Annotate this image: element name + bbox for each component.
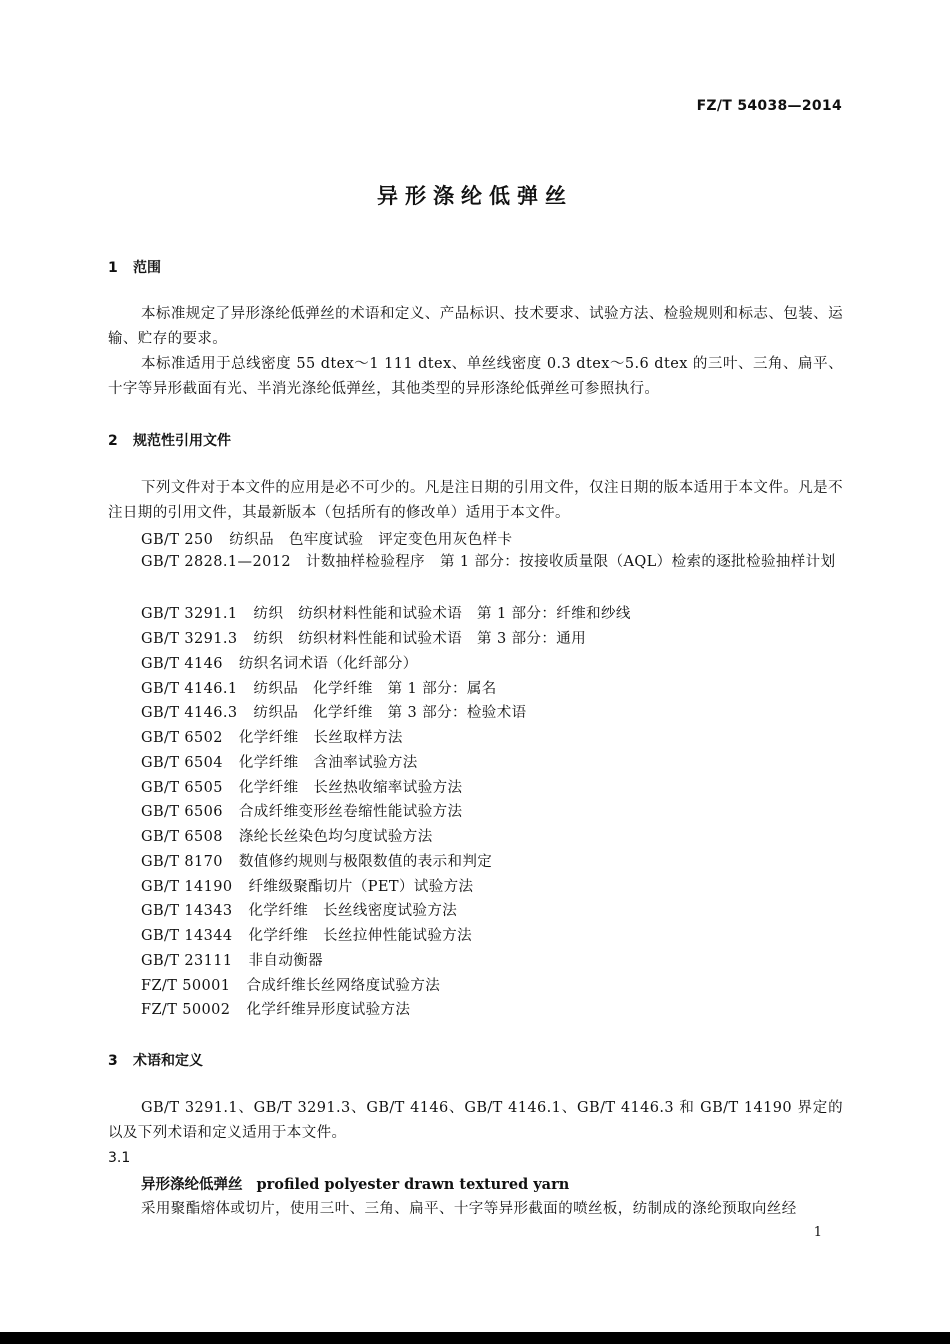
term-english: profiled polyester drawn textured yarn	[256, 1176, 570, 1193]
reference-item	[141, 899, 457, 920]
reference-title: 非自动衡器	[248, 953, 324, 969]
reference-title: 纺织 纺织材料性能和试验术语 第 3 部分：通用	[253, 631, 587, 647]
reference-code: GB/T 3291.1	[141, 606, 238, 622]
reference-title: 化学纤维 长丝线密度试验方法	[248, 903, 458, 919]
section-3-heading	[108, 1050, 203, 1070]
clause-number: 3.1	[108, 1150, 131, 1166]
reference-item	[141, 602, 631, 623]
reference-title: 数值修约规则与极限数值的表示和判定	[238, 854, 493, 870]
reference-item	[141, 825, 433, 846]
reference-title: 纺织 纺织材料性能和试验术语 第 1 部分：纤维和纱线	[253, 606, 631, 622]
section-number: 2	[108, 433, 118, 449]
reference-item	[141, 528, 512, 549]
reference-item	[141, 800, 462, 821]
section-1-heading	[108, 257, 161, 277]
reference-code: GB/T 250	[141, 532, 214, 548]
reference-code: GB/T 6508	[141, 829, 223, 845]
scope-paragraph-1: 本标准规定了异形涤纶低弹丝的术语和定义、产品标识、技术要求、试验方法、检验规则和标志、包装、运输、贮存的要求。	[108, 306, 843, 347]
reference-code: GB/T 14190	[141, 879, 233, 895]
reference-item	[141, 850, 492, 871]
reference-title: 涤纶长丝染色均匀度试验方法	[238, 829, 433, 845]
section-title: 术语和定义	[133, 1053, 203, 1069]
document-title: 异形涤纶低弹丝	[377, 184, 573, 208]
reference-title: 化学纤维 长丝取样方法	[238, 730, 403, 746]
reference-code: GB/T 4146.3	[141, 705, 238, 721]
reference-title: 化学纤维 含油率试验方法	[238, 755, 418, 771]
reference-title: 纺织品 色牢度试验 评定变色用灰色样卡	[229, 532, 513, 548]
reference-code: GB/T 6502	[141, 730, 223, 746]
reference-item	[141, 924, 472, 945]
reference-title: 合成纤维变形丝卷缩性能试验方法	[238, 804, 463, 820]
reference-title: 纺织品 化学纤维 第 1 部分：属名	[253, 681, 497, 697]
section-number: 1	[108, 260, 118, 276]
reference-code: GB/T 3291.3	[141, 631, 238, 647]
reference-item	[141, 627, 586, 648]
scope-paragraph-2: 本标准适用于总线密度 55 dtex～1 111 dtex、单丝线密度 0.3 dtex～5.6 dtex 的三叶、三角、扁平、十字等异形截面有光、半消光涤纶低弹丝，其他类型的异形涤纶低弹丝可参照执行。	[108, 356, 843, 397]
reference-code: GB/T 14344	[141, 928, 233, 944]
reference-code: GB/T 4146.1	[141, 681, 238, 697]
section-number: 3	[108, 1053, 118, 1069]
term-entry	[141, 1173, 569, 1194]
reference-code: GB/T 6504	[141, 755, 223, 771]
reference-item	[141, 974, 440, 995]
section-2-heading	[108, 430, 231, 450]
section-title: 范围	[133, 260, 161, 276]
reference-item	[141, 652, 418, 673]
reference-item	[141, 751, 418, 772]
reference-item-wrapped: GB/T 2828.1—2012 计数抽样检验程序 第 1 部分：按接收质量限（AQL）检索的逐批检验抽样计划	[141, 554, 836, 570]
reference-item	[141, 998, 410, 1019]
reference-item	[141, 776, 462, 797]
reference-item	[141, 726, 403, 747]
reference-title: 纺织名词术语（化纤部分）	[238, 656, 418, 672]
reference-code: FZ/T 50002	[141, 1002, 231, 1018]
reference-title: 纤维级聚酯切片（PET）试验方法	[248, 879, 474, 895]
term-definition: 采用聚酯熔体或切片，使用三叶、三角、扁平、十字等异形截面的喷丝板，纺制成的涤纶预取向丝经	[141, 1201, 797, 1217]
reference-code: GB/T 23111	[141, 953, 233, 969]
reference-title: 化学纤维 长丝热收缩率试验方法	[238, 780, 463, 796]
standard-number: FZ/T 54038—2014	[696, 98, 842, 114]
reference-code: GB/T 4146	[141, 656, 223, 672]
page-number: 1	[813, 1225, 822, 1240]
reference-item	[141, 677, 497, 698]
term-chinese: 异形涤纶低弹丝	[141, 1177, 243, 1193]
references-intro: 下列文件对于本文件的应用是必不可少的。凡是注日期的引用文件，仅注日期的版本适用于本文件。凡是不注日期的引用文件，其最新版本（包括所有的修改单）适用于本文件。	[108, 480, 843, 521]
reference-code: GB/T 8170	[141, 854, 223, 870]
reference-title: 化学纤维异形度试验方法	[246, 1002, 411, 1018]
reference-title: 合成纤维长丝网络度试验方法	[246, 978, 441, 994]
reference-code: FZ/T 50001	[141, 978, 231, 994]
reference-code: GB/T 6505	[141, 780, 223, 796]
reference-title: 化学纤维 长丝拉伸性能试验方法	[248, 928, 473, 944]
terms-intro: GB/T 3291.1、GB/T 3291.3、GB/T 4146、GB/T 4146.1、GB/T 4146.3 和 GB/T 14190 界定的以及下列术语和定义适用于本文件。	[108, 1100, 843, 1141]
reference-title: 纺织品 化学纤维 第 3 部分：检验术语	[253, 705, 527, 721]
reference-item	[141, 949, 323, 970]
reference-item	[141, 875, 473, 896]
reference-item	[141, 701, 527, 722]
reference-code: GB/T 14343	[141, 903, 233, 919]
section-title: 规范性引用文件	[133, 433, 231, 449]
reference-code: GB/T 6506	[141, 804, 223, 820]
bottom-border	[0, 1332, 950, 1344]
